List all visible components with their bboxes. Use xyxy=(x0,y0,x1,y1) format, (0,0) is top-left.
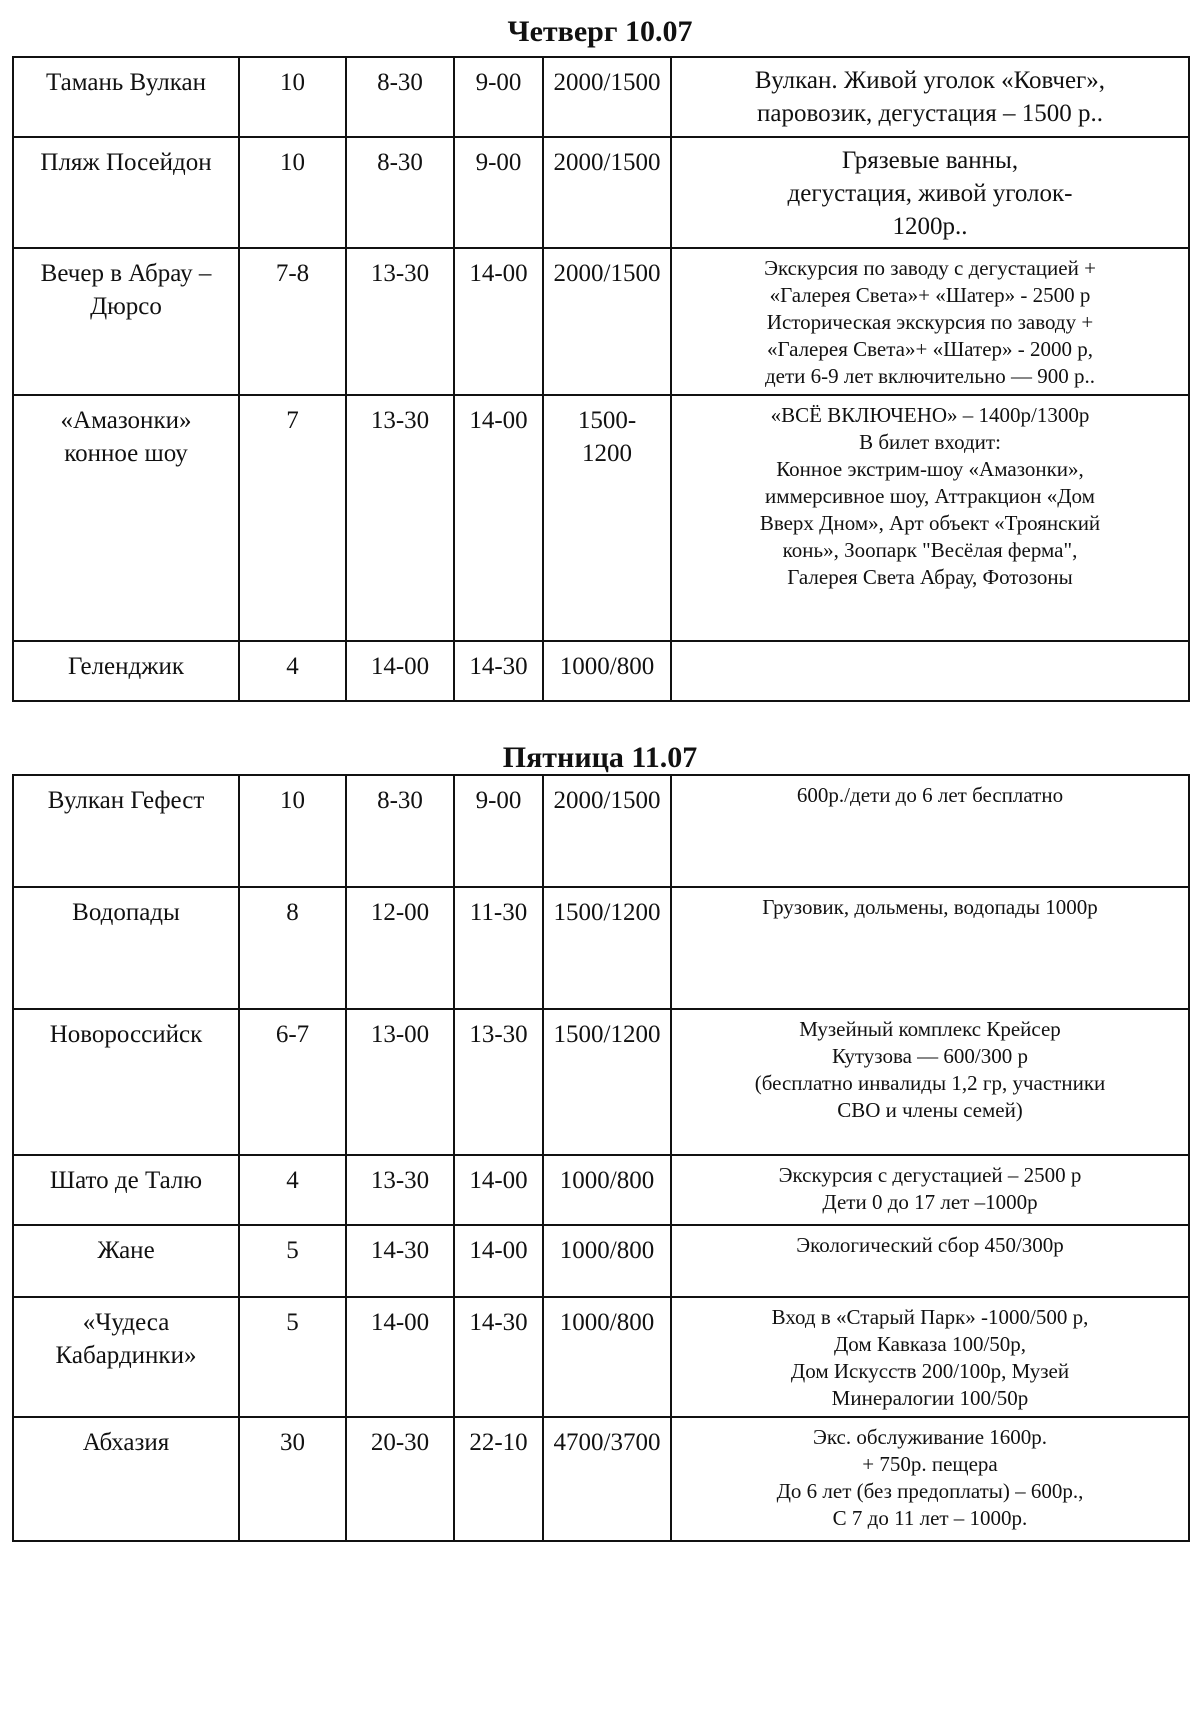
price-cell xyxy=(543,1155,671,1225)
name-line: «Амазонки» xyxy=(60,407,192,434)
excursion-name-cell xyxy=(13,248,239,395)
duration-cell: 10 xyxy=(239,57,346,137)
notes-line: Вверх Дном», Арт объект «Троянский xyxy=(759,511,1101,535)
notes-line: Минералогии 100/50р xyxy=(831,1386,1029,1410)
name-line: Вечер в Абрау – xyxy=(40,260,212,287)
table-row xyxy=(13,1155,1189,1225)
notes-line: 1200р.. xyxy=(892,213,968,240)
notes-cell xyxy=(671,137,1189,248)
duration-cell: 6-7 xyxy=(239,1009,346,1155)
notes-line: Грузовик, дольмены, водопады 1000р xyxy=(762,895,1098,919)
notes-line: С 7 до 11 лет – 1000р. xyxy=(832,1506,1028,1530)
table-row xyxy=(13,248,1189,395)
excursion-name-cell xyxy=(13,641,239,701)
name-line: Кабардинки» xyxy=(55,1342,197,1369)
name-line: Дюрсо xyxy=(90,293,162,320)
notes-line: Экскурсия по заводу с дегустацией + xyxy=(764,256,1096,280)
notes-line: конь», Зоопарк "Весёлая ферма", xyxy=(782,538,1078,562)
notes-line: Экологический сбор 450/300р xyxy=(796,1233,1064,1257)
notes-line: + 750р. пещера xyxy=(862,1452,998,1476)
notes-line: В билет входит: xyxy=(859,430,1001,454)
table-row xyxy=(13,887,1189,1009)
notes-line: дети 6-9 лет включительно — 900 р.. xyxy=(765,364,1095,388)
departure-time-cell: 13-00 xyxy=(346,1009,454,1155)
price-line: 1000/800 xyxy=(559,1309,655,1336)
duration-cell: 5 xyxy=(239,1225,346,1297)
departure-time-cell: 14-00 xyxy=(346,641,454,701)
start-time-cell: 14-30 xyxy=(454,641,543,701)
duration-cell: 8 xyxy=(239,887,346,1009)
table-row xyxy=(13,395,1189,641)
excursion-name-cell xyxy=(13,1155,239,1225)
departure-time-cell: 12-00 xyxy=(346,887,454,1009)
start-time-cell: 14-00 xyxy=(454,248,543,395)
notes-cell xyxy=(671,395,1189,641)
notes-line: Историческая экскурсия по заводу + xyxy=(766,310,1094,334)
name-line: Тамань Вулкан xyxy=(46,69,206,96)
notes-cell xyxy=(671,1297,1189,1417)
day-title-friday: Пятница 11.07 xyxy=(502,741,698,774)
excursion-name-cell xyxy=(13,395,239,641)
price-line: 1500/1200 xyxy=(553,899,661,926)
schedule-table-thursday xyxy=(12,56,1190,702)
day-title-thursday: Четверг 10.07 xyxy=(507,15,693,48)
table-row xyxy=(13,137,1189,248)
departure-time-cell: 14-30 xyxy=(346,1225,454,1297)
table-row xyxy=(13,775,1189,887)
notes-line: Музейный комплекс Крейсер xyxy=(799,1017,1061,1041)
name-line: Геленджик xyxy=(67,653,185,680)
price-line: 1000/800 xyxy=(559,1237,655,1264)
duration-cell: 4 xyxy=(239,641,346,701)
notes-line: Экс. обслуживание 1600р. xyxy=(812,1425,1048,1449)
notes-line: 600р./дети до 6 лет бесплатно xyxy=(796,783,1064,807)
name-line: Абхазия xyxy=(82,1429,170,1456)
start-time-cell: 9-00 xyxy=(454,57,543,137)
notes-cell xyxy=(671,1155,1189,1225)
departure-time-cell: 13-30 xyxy=(346,248,454,395)
table-row xyxy=(13,57,1189,137)
excursion-name-cell xyxy=(13,887,239,1009)
notes-line: Дом Искусств 200/100р, Музей xyxy=(790,1359,1070,1383)
start-time-cell: 13-30 xyxy=(454,1009,543,1155)
price-line: 1000/800 xyxy=(559,653,655,680)
table-row xyxy=(13,641,1189,701)
price-cell xyxy=(543,137,671,248)
start-time-cell: 9-00 xyxy=(454,137,543,248)
notes-cell xyxy=(671,641,1189,701)
notes-line: паровозик, дегустация – 1500 р.. xyxy=(756,100,1103,127)
departure-time-cell: 8-30 xyxy=(346,137,454,248)
name-line: Жане xyxy=(97,1237,155,1264)
price-line: 1000/800 xyxy=(559,1167,655,1194)
price-cell xyxy=(543,1225,671,1297)
duration-cell: 10 xyxy=(239,775,346,887)
notes-line: Конное экстрим-шоу «Амазонки», xyxy=(776,457,1084,481)
price-cell xyxy=(543,641,671,701)
excursion-name-cell xyxy=(13,1297,239,1417)
table-body xyxy=(13,775,1189,1541)
price-cell xyxy=(543,775,671,887)
notes-cell xyxy=(671,57,1189,137)
excursion-name-cell xyxy=(13,1009,239,1155)
departure-time-cell: 8-30 xyxy=(346,57,454,137)
duration-cell: 30 xyxy=(239,1417,346,1541)
table-body xyxy=(13,57,1189,701)
name-line: Пляж Посейдон xyxy=(40,149,212,176)
excursion-name-cell xyxy=(13,137,239,248)
start-time-cell: 14-00 xyxy=(454,395,543,641)
price-line: 1200 xyxy=(582,440,632,467)
price-line: 2000/1500 xyxy=(553,69,661,96)
schedule-table-friday xyxy=(12,774,1190,1542)
price-cell xyxy=(543,1297,671,1417)
price-line: 4700/3700 xyxy=(553,1429,661,1456)
notes-line: Дом Кавказа 100/50р, xyxy=(833,1332,1027,1356)
start-time-cell: 11-30 xyxy=(454,887,543,1009)
start-time-cell: 14-00 xyxy=(454,1155,543,1225)
name-line: Новороссийск xyxy=(49,1021,203,1048)
notes-cell xyxy=(671,248,1189,395)
notes-cell xyxy=(671,1009,1189,1155)
table-row xyxy=(13,1009,1189,1155)
start-time-cell: 14-30 xyxy=(454,1297,543,1417)
notes-cell xyxy=(671,887,1189,1009)
departure-time-cell: 14-00 xyxy=(346,1297,454,1417)
table-row xyxy=(13,1297,1189,1417)
name-line: «Чудеса xyxy=(82,1309,170,1336)
duration-cell: 7 xyxy=(239,395,346,641)
notes-line: Экскурсия с дегустацией – 2500 р xyxy=(778,1163,1082,1187)
departure-time-cell: 8-30 xyxy=(346,775,454,887)
start-time-cell: 14-00 xyxy=(454,1225,543,1297)
name-line: Водопады xyxy=(72,899,180,926)
start-time-cell: 9-00 xyxy=(454,775,543,887)
notes-cell xyxy=(671,775,1189,887)
price-line: 1500- xyxy=(577,407,637,434)
price-line: 2000/1500 xyxy=(553,260,661,287)
departure-time-cell: 13-30 xyxy=(346,1155,454,1225)
name-line: Вулкан Гефест xyxy=(47,787,205,814)
notes-line: «Галерея Света»+ «Шатер» - 2500 р xyxy=(769,283,1091,307)
duration-cell: 10 xyxy=(239,137,346,248)
price-cell xyxy=(543,57,671,137)
notes-line: Грязевые ванны, xyxy=(841,147,1019,174)
notes-line: Кутузова — 600/300 р xyxy=(831,1044,1029,1068)
price-line: 1500/1200 xyxy=(553,1021,661,1048)
price-cell xyxy=(543,395,671,641)
excursion-name-cell xyxy=(13,1417,239,1541)
duration-cell: 5 xyxy=(239,1297,346,1417)
duration-cell: 7-8 xyxy=(239,248,346,395)
notes-line: Вход в «Старый Парк» -1000/500 р, xyxy=(771,1305,1089,1329)
excursion-name-cell xyxy=(13,57,239,137)
price-cell xyxy=(543,887,671,1009)
excursion-name-cell xyxy=(13,775,239,887)
name-line: Шато де Талю xyxy=(49,1167,203,1194)
name-line: конное шоу xyxy=(64,440,188,467)
duration-cell: 4 xyxy=(239,1155,346,1225)
notes-line: «ВСЁ ВКЛЮЧЕНО» – 1400р/1300р xyxy=(770,403,1090,427)
notes-line: Дети 0 до 17 лет –1000р xyxy=(822,1190,1038,1214)
price-cell xyxy=(543,1009,671,1155)
notes-line: Галерея Света Абрау, Фотозоны xyxy=(787,565,1073,589)
price-line: 2000/1500 xyxy=(553,787,661,814)
notes-cell xyxy=(671,1225,1189,1297)
departure-time-cell: 20-30 xyxy=(346,1417,454,1541)
table-row xyxy=(13,1417,1189,1541)
table-row xyxy=(13,1225,1189,1297)
notes-line: «Галерея Света»+ «Шатер» - 2000 р, xyxy=(766,337,1094,361)
notes-line: До 6 лет (без предоплаты) – 600р., xyxy=(776,1479,1084,1503)
notes-line: (бесплатно инвалиды 1,2 гр, участники xyxy=(754,1071,1106,1095)
departure-time-cell: 13-30 xyxy=(346,395,454,641)
notes-line: СВО и члены семей) xyxy=(837,1098,1023,1122)
price-line: 2000/1500 xyxy=(553,149,661,176)
notes-line: иммерсивное шоу, Аттракцион «Дом xyxy=(765,484,1095,508)
excursion-name-cell xyxy=(13,1225,239,1297)
price-cell xyxy=(543,1417,671,1541)
notes-line: Вулкан. Живой уголок «Ковчег», xyxy=(754,67,1106,94)
notes-cell xyxy=(671,1417,1189,1541)
price-cell xyxy=(543,248,671,395)
start-time-cell: 22-10 xyxy=(454,1417,543,1541)
notes-line: дегустация, живой уголок- xyxy=(787,180,1073,207)
